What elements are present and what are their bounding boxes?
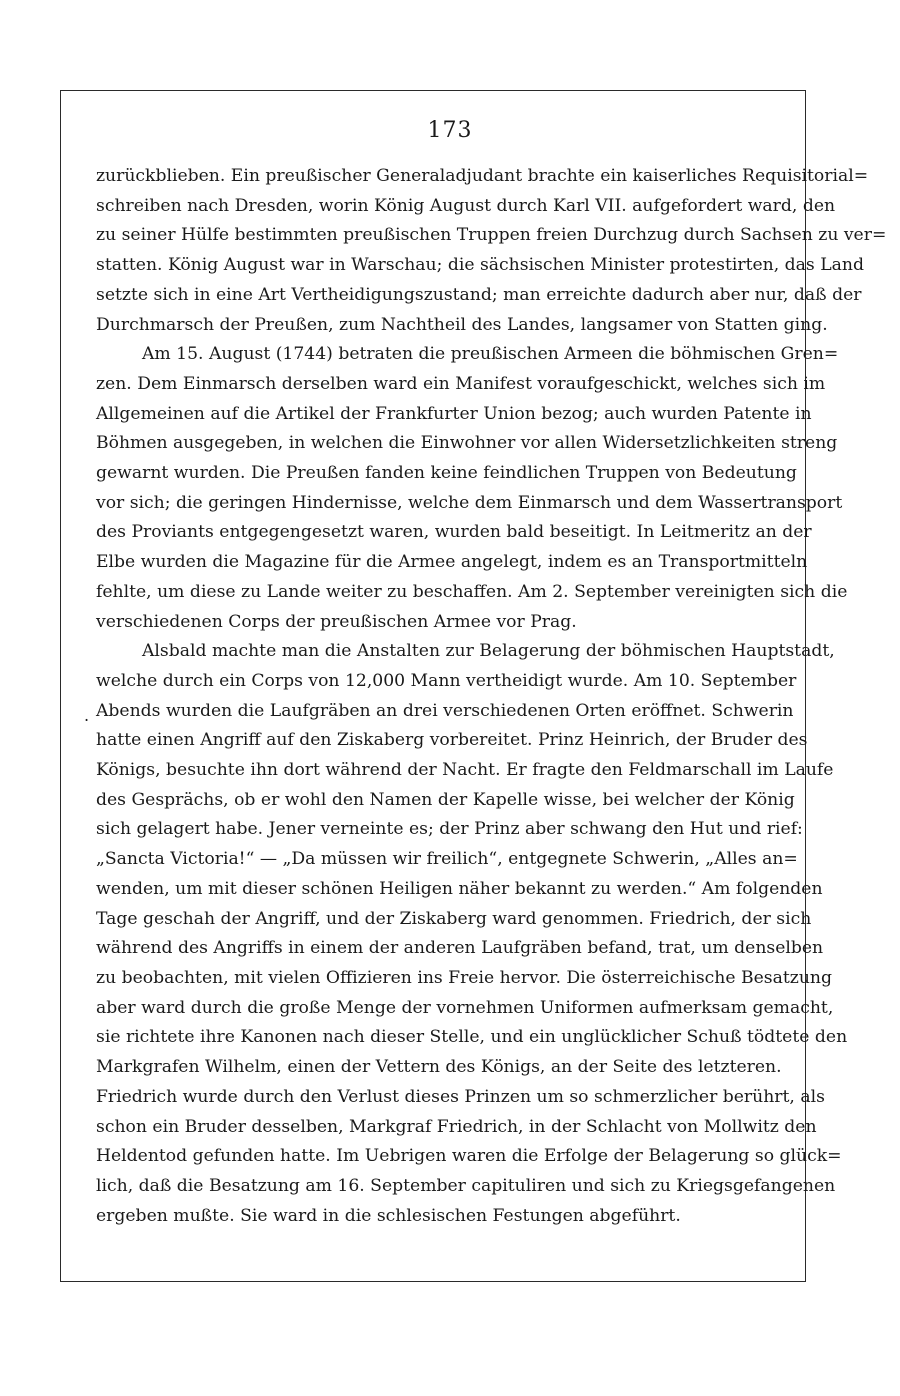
text-line: verschiedenen Corps der preußischen Armee vor Prag.	[96, 611, 577, 632]
text-line: sie richtete ihre Kanonen nach dieser Stelle, und ein unglücklicher Schuß tödtete den	[96, 1027, 848, 1048]
paragraph	[96, 637, 848, 1231]
text-line: zurückblieben. Ein preußischer Generaladjudant brachte ein kaiserliches Requisitorial=	[96, 166, 869, 186]
text-line: Böhmen ausgegeben, in welchen die Einwohner vor allen Widersetzlichkeiten streng	[96, 433, 838, 454]
text-line: zu seiner Hülfe bestimmten preußischen Truppen freien Durchzug durch Sachsen zu ver=	[96, 225, 887, 246]
text-line: Am 15. August (1744) betraten die preußischen Armeen die böhmischen Gren=	[142, 344, 839, 365]
text-line: Friedrich wurde durch den Verlust dieses Prinzen um so schmerzlicher berührt, als	[96, 1086, 825, 1107]
text-line: Elbe wurden die Magazine für die Armee angelegt, indem es an Transportmitteln	[96, 552, 808, 573]
text-line: setzte sich in eine Art Vertheidigungszustand; man erreichte dadurch aber nur, daß der	[96, 284, 862, 305]
text-line: Alsbald machte man die Anstalten zur Belagerung der böhmischen Hauptstadt,	[142, 641, 835, 662]
text-line: fehlte, um diese zu Lande weiter zu beschaffen. Am 2. September vereinigten sich die	[96, 581, 848, 602]
text-line: aber ward durch die große Menge der vornehmen Uniformen aufmerksam gemacht,	[96, 997, 834, 1018]
paragraph	[96, 340, 848, 637]
text-line: schreiben nach Dresden, worin König August durch Karl VII. aufgefordert ward, den	[96, 195, 836, 216]
text-line: statten. König August war in Warschau; die sächsischen Minister protestirten, das Land	[96, 255, 864, 276]
text-line: des Gesprächs, ob er wohl den Namen der Kapelle wisse, bei welcher der König	[96, 789, 795, 810]
text-line: Markgrafen Wilhelm, einen der Vettern des Königs, an der Seite des letzteren.	[96, 1057, 782, 1078]
body-text	[96, 162, 887, 1231]
text-line: ergeben mußte. Sie ward in die schlesischen Festungen abgeführt.	[96, 1205, 681, 1226]
text-line: Tage geschah der Angriff, und der Ziskaberg ward genommen. Friedrich, der sich	[96, 908, 812, 929]
text-line: Abends wurden die Laufgräben an drei verschiedenen Orten eröffnet. Schwerin	[96, 700, 794, 721]
text-line: Heldentod gefunden hatte. Im Uebrigen waren die Erfolge der Belagerung so glück=	[96, 1146, 842, 1167]
text-line: schon ein Bruder desselben, Markgraf Friedrich, in der Schlacht von Mollwitz den	[96, 1116, 817, 1137]
text-line: „Sancta Victoria!“ — „Da müssen wir freilich“, entgegnete Schwerin, „Alles an=	[96, 849, 798, 870]
text-line: wenden, um mit dieser schönen Heiligen näher bekannt zu werden.“ Am folgenden	[96, 878, 823, 899]
text-line: Durchmarsch der Preußen, zum Nachtheil des Landes, langsamer von Statten ging.	[96, 314, 828, 335]
text-line: Allgemeinen auf die Artikel der Frankfurter Union bezog; auch wurden Patente in	[96, 403, 812, 424]
text-line: zen. Dem Einmarsch derselben ward ein Manifest voraufgeschickt, welches sich im	[96, 373, 826, 394]
margin-dot: .	[84, 706, 90, 725]
text-line: hatte einen Angriff auf den Ziskaberg vorbereitet. Prinz Heinrich, der Bruder des	[96, 730, 808, 751]
text-line: sich gelagert habe. Jener verneinte es; der Prinz aber schwang den Hut und rief:	[96, 819, 803, 840]
text-line: vor sich; die geringen Hindernisse, welche dem Einmarsch und dem Wassertransport	[96, 492, 843, 513]
text-line: des Proviants entgegengesetzt waren, wurden bald beseitigt. In Leitmeritz an der	[96, 522, 812, 543]
text-line: zu beobachten, mit vielen Offizieren ins Freie hervor. Die österreichische Besatzung	[96, 967, 832, 988]
page-number: 173	[427, 118, 473, 143]
text-line: welche durch ein Corps von 12,000 Mann vertheidigt wurde. Am 10. September	[96, 670, 797, 691]
text-line: gewarnt wurden. Die Preußen fanden keine feindlichen Truppen von Bedeutung	[96, 463, 797, 484]
text-line: Königs, besuchte ihn dort während der Nacht. Er fragte den Feldmarschall im Laufe	[96, 760, 834, 781]
text-line: lich, daß die Besatzung am 16. September capituliren und sich zu Kriegsgefangenen	[96, 1175, 836, 1196]
paragraph	[96, 162, 887, 340]
text-line: während des Angriffs in einem der anderen Laufgräben befand, trat, um denselben	[96, 938, 824, 959]
